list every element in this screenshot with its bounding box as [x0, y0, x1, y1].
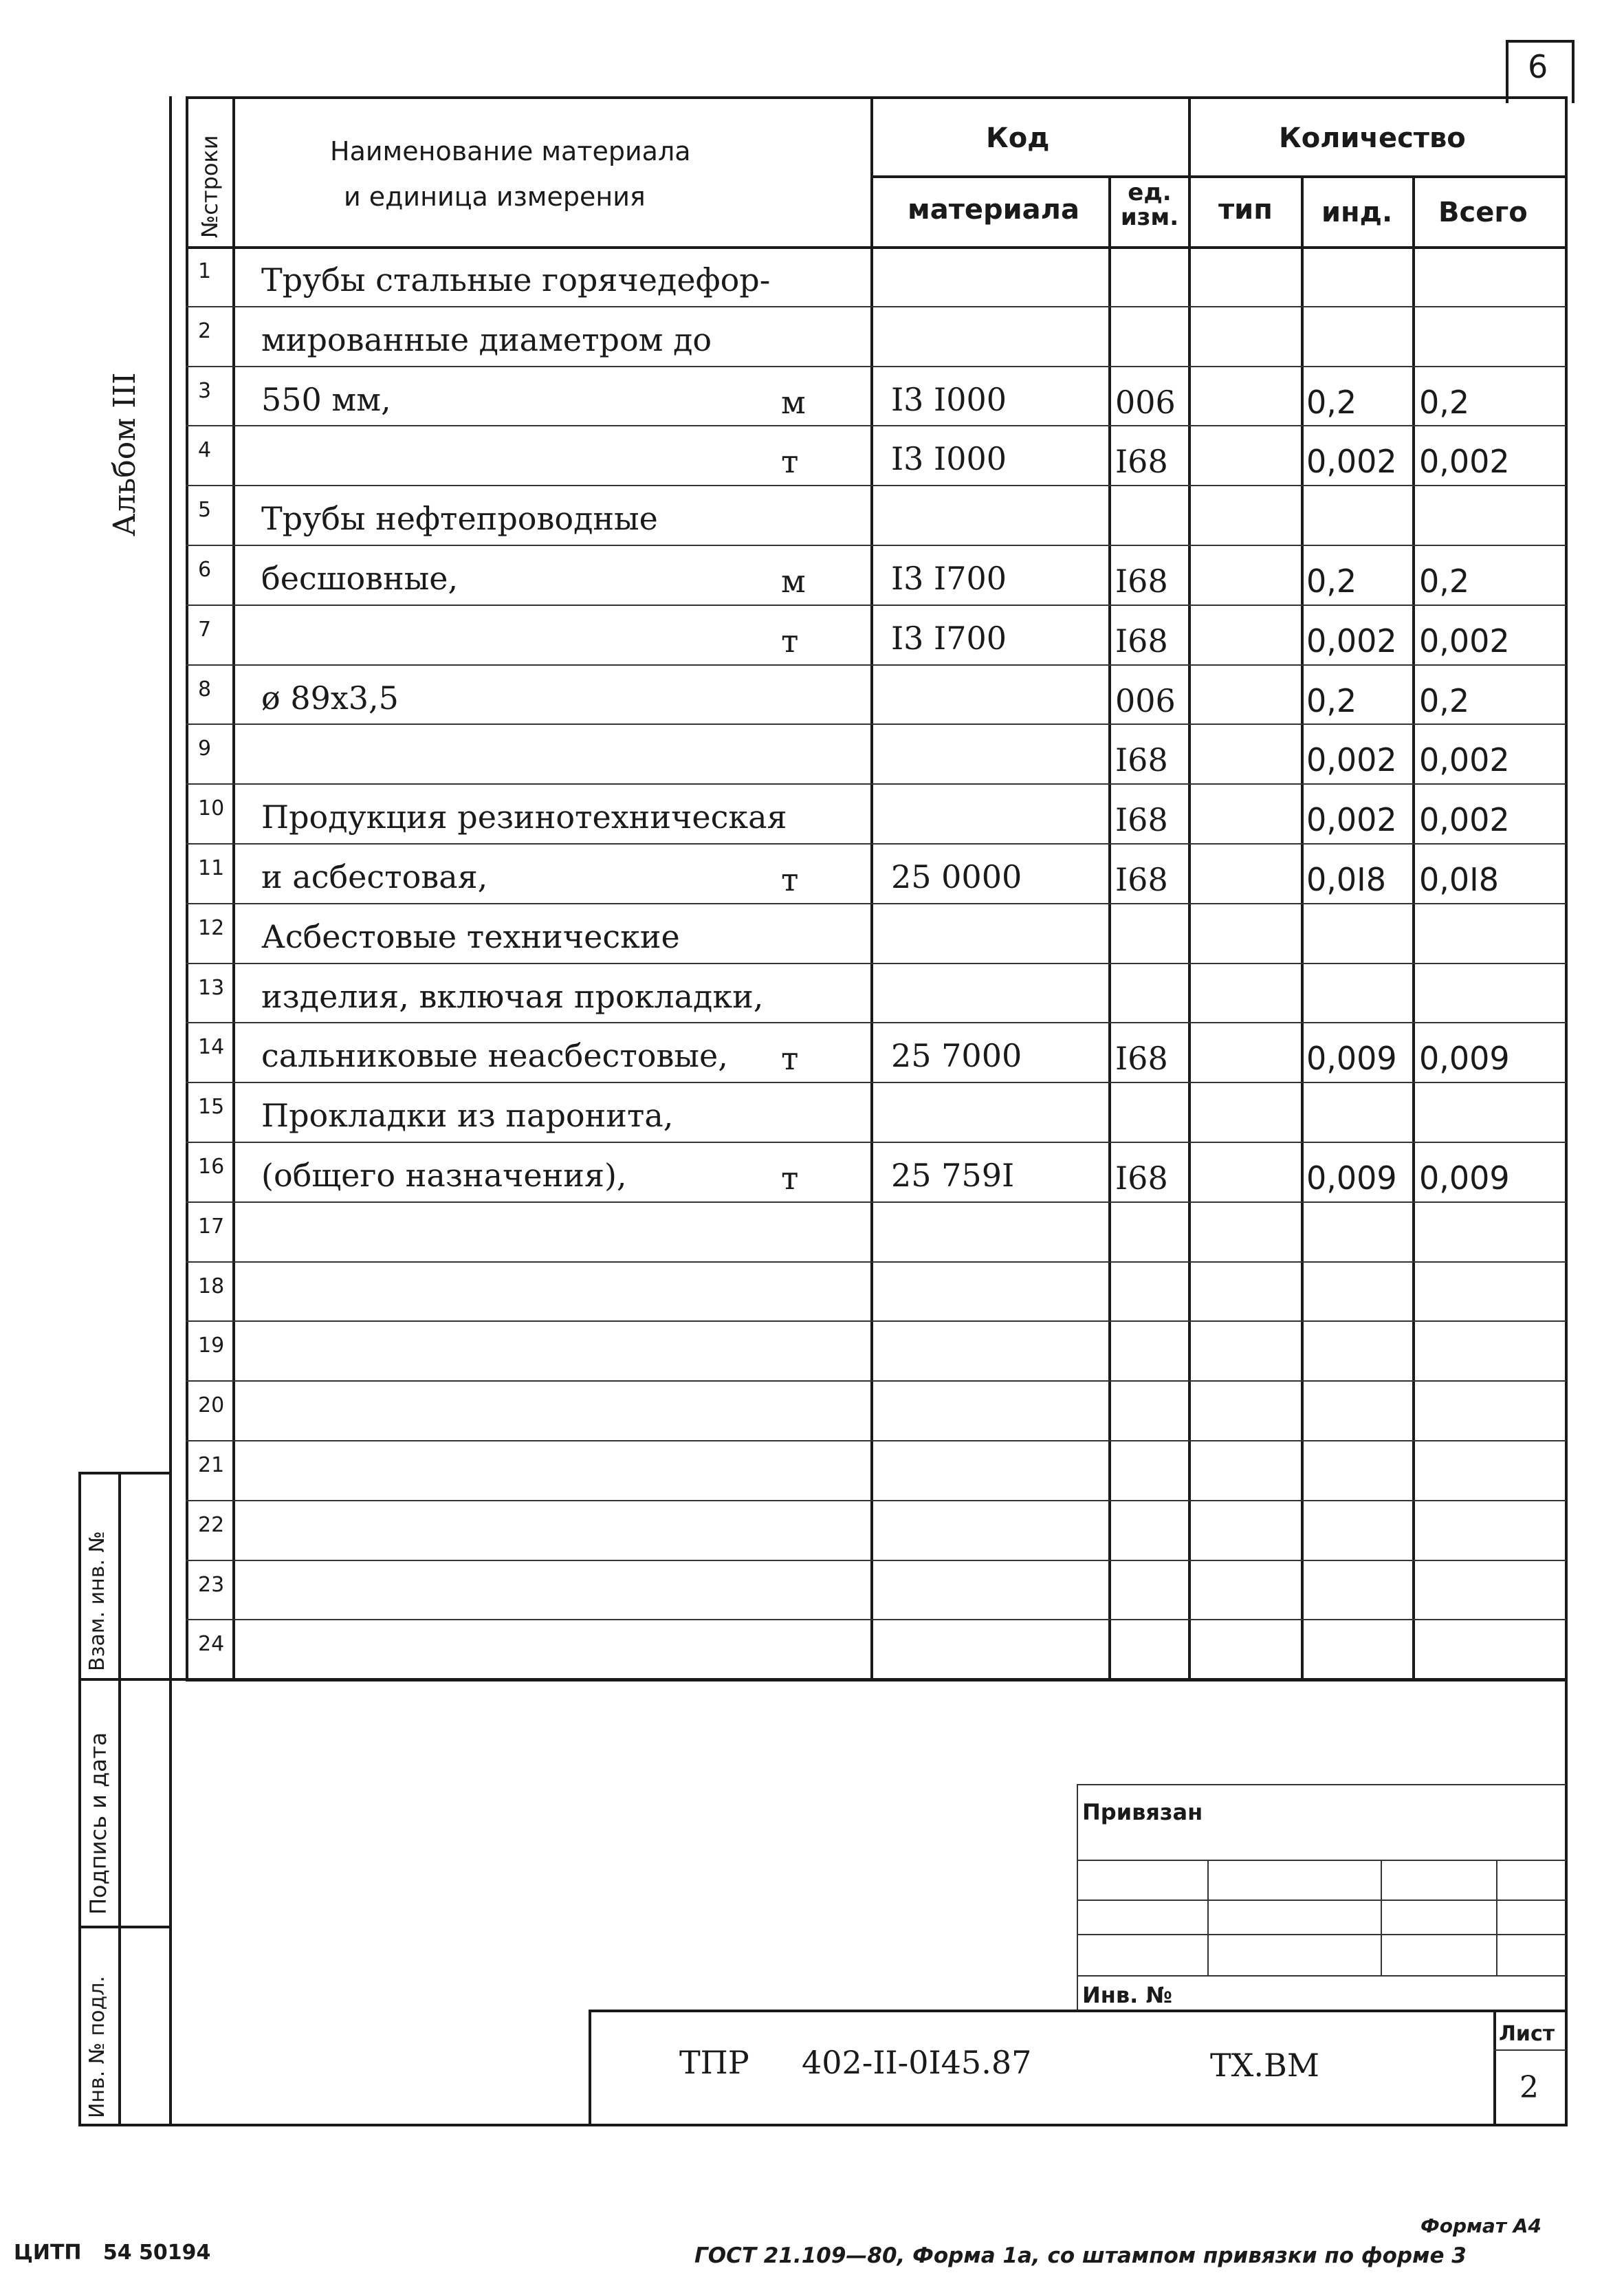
qty-ind: 0,2 [1306, 563, 1357, 600]
side-block-sep2 [78, 1926, 172, 1928]
material-name: бесшовные, [261, 560, 459, 597]
unit-code: I68 [1115, 801, 1168, 838]
row-divider [186, 1500, 1566, 1501]
row-divider [186, 903, 1566, 904]
row-number: 19 [198, 1334, 225, 1358]
row-number: 7 [198, 618, 212, 642]
qty-ind: 0,002 [1306, 622, 1397, 660]
footer-gost: ГОСТ 21.109—80, Форма 1а, со штампом привязки по форме 3 [694, 2243, 1467, 2268]
material-code: I3 I000 [891, 440, 1007, 477]
qty-ind: 0,0I8 [1306, 861, 1386, 898]
qty-ind: 0,2 [1306, 682, 1357, 719]
row-number: 13 [198, 976, 225, 1000]
designation-part1: ТПР [679, 2044, 749, 2081]
row-number: 23 [198, 1573, 225, 1597]
unit-letter: т [781, 861, 799, 898]
row-divider [186, 1261, 1566, 1263]
qty-ind: 0,2 [1306, 384, 1357, 421]
footer-format: Формат А4 [1420, 2214, 1541, 2237]
unit-letter: т [781, 1040, 799, 1077]
unit-letter: т [781, 1160, 799, 1197]
header-qty-total: Всего [1438, 197, 1528, 228]
side-block-sep1 [78, 1678, 172, 1681]
row-divider [186, 605, 1566, 606]
footer-left-code: ЦИТП 54 50194 [14, 2241, 211, 2265]
material-code: I3 I000 [891, 381, 1007, 418]
frame-top [186, 96, 1568, 99]
material-code: I3 I700 [891, 560, 1007, 597]
row-number: 3 [198, 379, 212, 403]
header-qty-type: тип [1218, 194, 1273, 226]
row-divider [186, 366, 1566, 367]
header-bottom [186, 246, 1566, 249]
material-code: 25 759I [891, 1157, 1015, 1194]
unit-code: I68 [1115, 1160, 1168, 1197]
unit-code: I68 [1115, 1040, 1168, 1077]
inv-label: Инв. № [1082, 1982, 1172, 2008]
album-label: Альбом III [107, 372, 142, 536]
row-number: 20 [198, 1393, 225, 1417]
row-number: 4 [198, 438, 212, 462]
side-inv-orig: Инв. № подл. [85, 1976, 109, 2118]
binding-row1 [1077, 1860, 1566, 1861]
row-number: 22 [198, 1513, 225, 1537]
row-divider [186, 306, 1566, 307]
binding-row4 [1077, 1975, 1566, 1977]
side-block-top [78, 1472, 172, 1474]
side-block-bottom [78, 2124, 172, 2126]
qty-total: 0,009 [1419, 1160, 1510, 1197]
side-block-left [78, 1472, 81, 2125]
qty-total: 0,0I8 [1419, 861, 1499, 898]
material-name: Прокладки из паронита, [261, 1097, 674, 1134]
row-divider [186, 963, 1566, 964]
qty-total: 0,2 [1419, 682, 1470, 719]
designation-part2: 402-II-0I45.87 [802, 2044, 1032, 2081]
binding-col3 [1496, 1860, 1497, 1975]
header-code-material: материала [908, 194, 1079, 226]
material-name: и асбестовая, [261, 858, 488, 895]
unit-code: I68 [1115, 741, 1168, 779]
qty-total: 0,002 [1419, 443, 1510, 480]
row-number: 16 [198, 1155, 225, 1179]
unit-code: 006 [1115, 682, 1176, 719]
row-number: 10 [198, 796, 225, 820]
designation-part3: ТХ.ВМ [1210, 2047, 1319, 2084]
header-name-line2: и единица измерения [344, 182, 646, 212]
material-name: 550 мм, [261, 381, 391, 418]
unit-code: I68 [1115, 443, 1168, 480]
unit-code: 006 [1115, 384, 1176, 421]
qty-total: 0,009 [1419, 1040, 1510, 1077]
row-number: 11 [198, 856, 225, 880]
side-block-mid [118, 1472, 121, 2125]
material-name: сальниковые неасбестовые, [261, 1037, 728, 1074]
row-number: 12 [198, 916, 225, 940]
row-number: 14 [198, 1035, 225, 1059]
row-divider [186, 1619, 1566, 1620]
material-name: ø 89х3,5 [261, 679, 399, 717]
unit-code: I68 [1115, 622, 1168, 660]
material-code: 25 7000 [891, 1037, 1022, 1074]
row-number: 18 [198, 1274, 225, 1298]
row-number: 17 [198, 1215, 225, 1239]
qty-total: 0,2 [1419, 563, 1470, 600]
row-divider [186, 1022, 1566, 1023]
row-divider [186, 1440, 1566, 1441]
row-divider [186, 1082, 1566, 1083]
unit-letter: т [781, 622, 799, 660]
unit-letter: м [781, 384, 806, 421]
unit-letter: м [781, 563, 806, 600]
material-name: Трубы стальные горячедефор- [261, 261, 771, 298]
binding-label: Привязан [1082, 1799, 1203, 1825]
row-number: 21 [198, 1453, 225, 1477]
qty-total: 0,002 [1419, 741, 1510, 779]
unit-code: I68 [1115, 861, 1168, 898]
row-number: 1 [198, 259, 212, 283]
binding-left [1077, 1784, 1078, 2011]
frame-right [1565, 96, 1568, 2125]
material-name: изделия, включая прокладки, [261, 978, 764, 1015]
qty-total: 0,2 [1419, 384, 1470, 421]
row-divider [186, 1320, 1566, 1322]
qty-total: 0,002 [1419, 801, 1510, 838]
material-name: Продукция резинотехническая [261, 798, 787, 836]
row-divider [186, 425, 1566, 426]
qty-ind: 0,009 [1306, 1160, 1397, 1197]
qty-ind: 0,002 [1306, 443, 1397, 480]
unit-letter: т [781, 443, 799, 480]
binding-row3 [1077, 1934, 1566, 1935]
row-divider [186, 1142, 1566, 1143]
side-signature-date: Подпись и дата [85, 1732, 111, 1915]
material-name: мированные диаметром до [261, 321, 712, 358]
row-number: 5 [198, 498, 212, 522]
row-number: 24 [198, 1632, 225, 1656]
page-number: 6 [1528, 48, 1548, 85]
col-line-ind [1301, 175, 1304, 1678]
row-divider [186, 545, 1566, 546]
header-code-group: Код [986, 122, 1050, 154]
sheet-number: 2 [1519, 2070, 1539, 2105]
binding-col1 [1207, 1860, 1209, 1975]
header-rowno: №строки [197, 135, 223, 238]
row-divider [186, 1380, 1566, 1382]
qty-ind: 0,009 [1306, 1040, 1397, 1077]
row-number: 15 [198, 1095, 225, 1119]
qty-ind: 0,002 [1306, 801, 1397, 838]
row-divider [186, 843, 1566, 845]
stamp-area-top [169, 1678, 1568, 1681]
row-number: 9 [198, 737, 212, 761]
header-name-line1: Наименование материала [330, 136, 691, 166]
row-divider [186, 783, 1566, 785]
material-name: (общего назначения), [261, 1157, 627, 1194]
row-number: 6 [198, 558, 212, 582]
material-code: 25 0000 [891, 858, 1022, 895]
row-number: 2 [198, 319, 212, 343]
header-qty-ind: инд. [1321, 197, 1393, 228]
row-divider [186, 664, 1566, 666]
col-line-unit [1108, 175, 1111, 1678]
binding-col2 [1381, 1860, 1382, 1975]
qty-ind: 0,002 [1306, 741, 1397, 779]
unit-code: I68 [1115, 563, 1168, 600]
qty-total: 0,002 [1419, 622, 1510, 660]
frame-left [169, 96, 172, 2125]
header-qty-group: Количество [1279, 122, 1466, 154]
row-divider [186, 723, 1566, 725]
binding-top [1077, 1784, 1566, 1785]
row-divider [186, 485, 1566, 486]
header-subline [870, 175, 1566, 178]
material-name: Трубы нефтепроводные [261, 500, 658, 537]
material-name: Асбестовые технические [261, 918, 680, 955]
header-code-unit: ед. изм. [1120, 179, 1179, 231]
title-sheet-sep [1493, 2010, 1496, 2125]
title-sheet-line [1493, 2049, 1566, 2051]
material-code: I3 I700 [891, 620, 1007, 657]
side-replaced-inv: Взам. инв. № [85, 1531, 109, 1671]
row-divider [186, 1201, 1566, 1203]
col-line-total [1412, 175, 1415, 1678]
row-number: 8 [198, 677, 212, 701]
row-divider [186, 1560, 1566, 1561]
sheet-label: Лист [1499, 2022, 1555, 2046]
binding-row2 [1077, 1900, 1566, 1901]
